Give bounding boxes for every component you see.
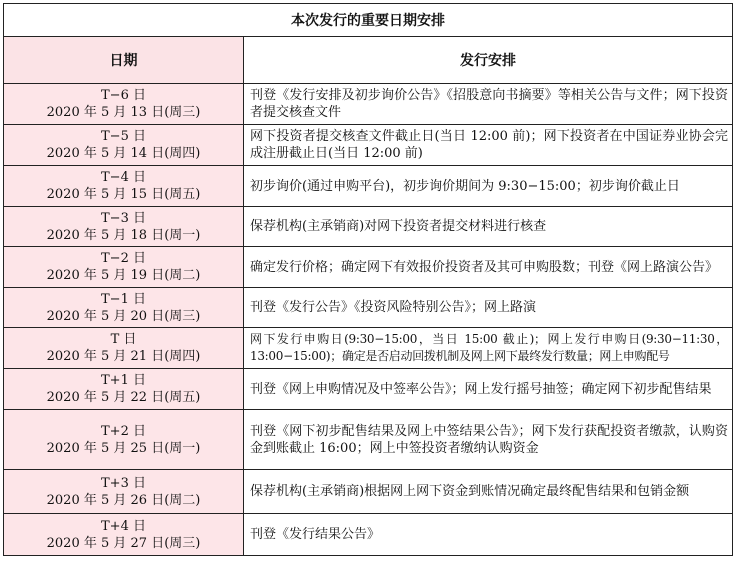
plan-cell: 刊登《发行结果公告》 — [244, 514, 733, 556]
calendar-date: 2020 年 5 月 13 日(周三) — [46, 105, 201, 120]
plan-cell: 刊登《发行公告》《投资风险特别公告》；网上路演 — [244, 288, 733, 328]
plan-cell: 刊登《网上申购情况及中签率公告》；网上发行摇号抽签；确定网下初步配售结果 — [244, 369, 733, 410]
plan-cell: 确定发行价格；确定网下有效报价投资者及其可申购股数；刊登《网上路演公告》 — [244, 247, 733, 288]
table-row — [4, 247, 733, 288]
date-cell — [4, 514, 244, 556]
date-cell — [4, 369, 244, 410]
plan-cell: 网下发行申购日(9:30−15:00，当日 15:00 截止)；网上发行申购日(9:30−11:30，13:00−15:00)；确定是否启动回拨机制及网上网下最终发行数量；网上申购配号 — [244, 328, 733, 369]
date-cell — [4, 207, 244, 247]
table-row — [4, 514, 733, 556]
plan-cell: 初步询价(通过申购平台)，初步询价期间为 9:30−15:00；初步询价截止日 — [244, 166, 733, 207]
plan-cell: 保荐机构(主承销商)对网下投资者提交材料进行核查 — [244, 207, 733, 247]
calendar-date: 2020 年 5 月 20 日(周三) — [46, 308, 201, 324]
date-cell — [4, 247, 244, 288]
header-row — [4, 37, 733, 84]
t-day-label: T+3 日 — [101, 475, 146, 491]
plan-cell: 刊登《发行安排及初步询价公告》《招股意向书摘要》等相关公告与文件；网下投资者提交核查文件 — [244, 84, 733, 125]
table-title: 本次发行的重要日期安排 — [4, 4, 733, 37]
calendar-date: 2020 年 5 月 22 日(周五) — [46, 390, 201, 405]
t-day-label: T−6 日 — [101, 88, 146, 103]
table-row — [4, 207, 733, 247]
date-cell — [4, 166, 244, 207]
table-row — [4, 125, 733, 166]
date-cell — [4, 328, 244, 369]
table-row — [4, 410, 733, 470]
date-cell — [4, 125, 244, 166]
header-plan: 发行安排 — [244, 37, 733, 84]
calendar-date: 2020 年 5 月 27 日(周三) — [46, 535, 201, 551]
schedule-page — [3, 3, 732, 576]
calendar-date: 2020 年 5 月 18 日(周一) — [46, 227, 201, 243]
calendar-date: 2020 年 5 月 25 日(周一) — [46, 440, 201, 456]
header-date: 日期 — [4, 37, 244, 84]
t-day-label: T−5 日 — [101, 129, 146, 144]
plan-cell: 刊登《网下初步配售结果及网上中签结果公告》；网下发行获配投资者缴款，认购资金到账截止 16:00；网上中签投资者缴纳认购资金 — [244, 410, 733, 470]
schedule-table — [3, 3, 733, 556]
date-cell — [4, 470, 244, 514]
date-cell — [4, 410, 244, 470]
date-cell — [4, 84, 244, 125]
t-day-label: T−1 日 — [101, 291, 146, 307]
calendar-date: 2020 年 5 月 19 日(周二) — [46, 268, 201, 283]
t-day-label: T+1 日 — [101, 373, 146, 388]
calendar-date: 2020 年 5 月 14 日(周四) — [46, 146, 201, 161]
table-row — [4, 328, 733, 369]
plan-cell: 保荐机构(主承销商)根据网上网下资金到账情况确定最终配售结果和包销金额 — [244, 470, 733, 514]
t-day-label: T 日 — [110, 332, 137, 347]
table-row — [4, 288, 733, 328]
calendar-date: 2020 年 5 月 21 日(周四) — [46, 349, 201, 364]
table-row — [4, 84, 733, 125]
table-row — [4, 166, 733, 207]
plan-cell: 网下投资者提交核查文件截止日(当日 12:00 前)；网下投资者在中国证券业协会完成注册截止日(当日 12:00 前) — [244, 125, 733, 166]
table-row — [4, 369, 733, 410]
t-day-label: T+4 日 — [101, 518, 146, 534]
t-day-label: T−3 日 — [101, 210, 146, 226]
date-cell — [4, 288, 244, 328]
calendar-date: 2020 年 5 月 15 日(周五) — [46, 187, 201, 202]
calendar-date: 2020 年 5 月 26 日(周二) — [46, 492, 201, 508]
t-day-label: T−2 日 — [101, 251, 146, 266]
t-day-label: T−4 日 — [101, 170, 146, 185]
t-day-label: T+2 日 — [101, 423, 146, 439]
table-row — [4, 470, 733, 514]
